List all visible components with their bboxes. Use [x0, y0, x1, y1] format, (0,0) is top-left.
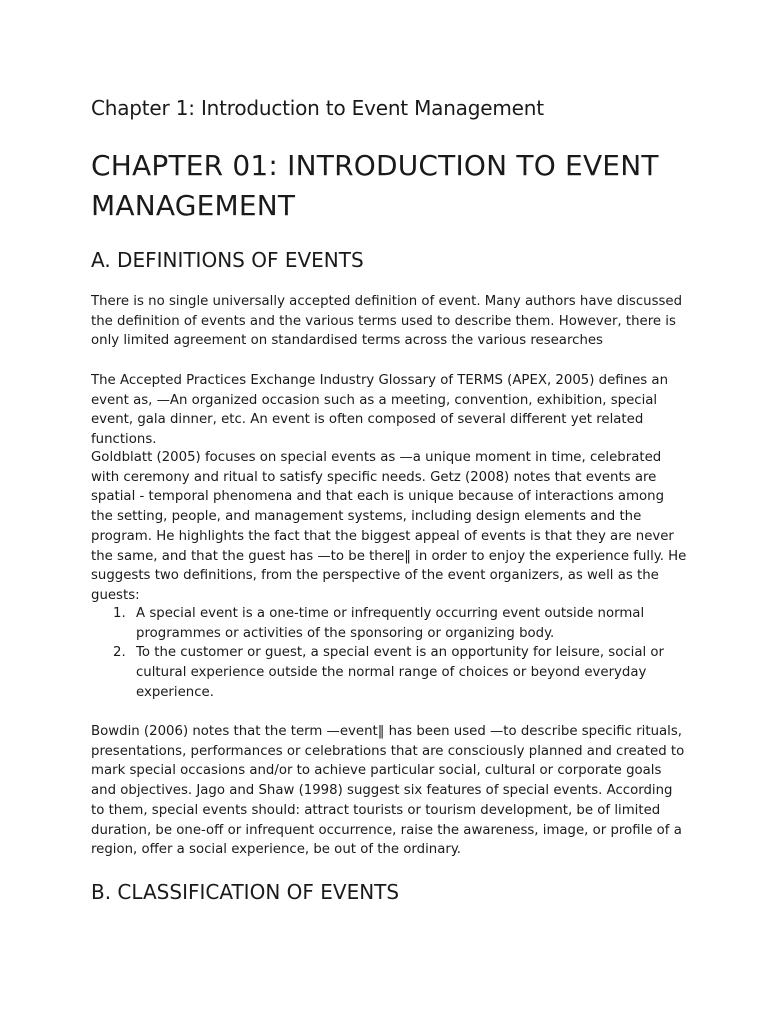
list-item-number: 1. — [113, 606, 126, 621]
document-title: Chapter 1: Introduction to Event Management — [91, 96, 544, 120]
list-item — [91, 643, 689, 702]
section-heading-definitions: A. DEFINITIONS OF EVENTS — [91, 248, 364, 272]
list-item-number: 2. — [113, 645, 126, 661]
definitions-list — [91, 604, 689, 703]
list-item-text: To the customer or guest, a special event is an opportunity for leisure, social or cultural experience outside the normal range of choices or beyond everyday experience. — [136, 645, 665, 700]
paragraph-no-single-definition: There is no single universally accepted definition of event. Many authors have discussed the definition of events and the various terms used to describe them. However, there is only limited agreement on standardised terms across the various researches — [91, 294, 683, 349]
paragraph-goldblatt-getz: Goldblatt (2005) focuses on special events as —a unique moment in time, celebrated with ceremony and ritual to satisfy specific needs. Getz (2008) notes that events are spatial - temporal phenomena and that each is unique because of interactions among the setting, people, and management systems, including design elements and the program. He highlights the fact that the biggest appeal of events is that they are never the same, and that the guest has —to be there‖ in order to enjoy the experience fully. He suggests two definitions, from the perspective of the event organizers, as well as the guests: — [91, 450, 687, 603]
paragraph-bowdin: Bowdin (2006) notes that the term —event‖ has been used —to describe specific rituals, presentations, performances or celebrations that are consciously planned and created to mark special occasions and/or to achieve particular social, cultural or corporate goals and objectives. Jago and Shaw (1998) suggest six features of special events. According to them, special events should: attract tourists or tourism development, be of limited duration, be one-off or infrequent occurrence, raise the awareness, image, or profile of a region, offer a social experience, be out of the ordinary. — [91, 724, 685, 858]
section-heading-classification: B. CLASSIFICATION OF EVENTS — [91, 880, 400, 904]
list-item-text: A special event is a one-time or infrequently occurring event outside normal programmes or activities of the sponsoring or organizing body. — [136, 606, 645, 641]
chapter-heading: CHAPTER 01: INTRODUCTION TO EVENT MANAGEMENT — [91, 149, 659, 222]
list-item — [91, 604, 689, 643]
paragraph-apex-definition: The Accepted Practices Exchange Industry Glossary of TERMS (APEX, 2005) defines an event as, —An organized occasion such as a meeting, convention, exhibition, special event, gala dinner, etc. An event is often composed of several different yet related functions. — [91, 373, 669, 448]
